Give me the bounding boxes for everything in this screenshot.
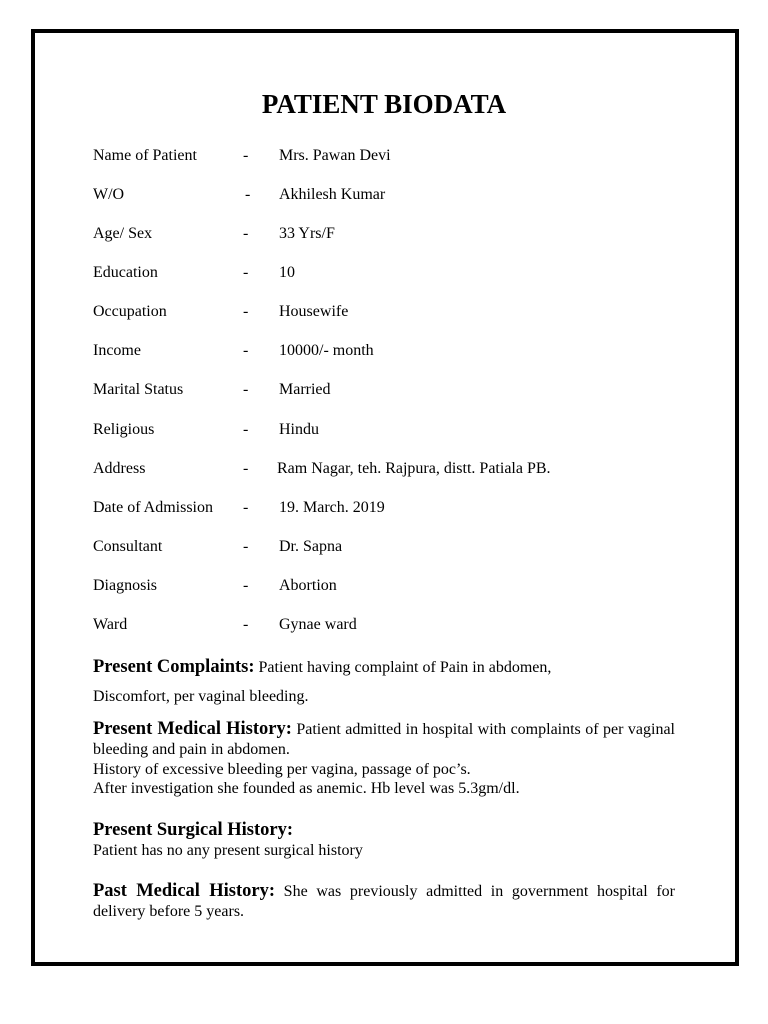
field-separator: - [243, 499, 249, 516]
field-row-religious [93, 419, 693, 441]
field-separator: - [243, 460, 249, 477]
field-separator: - [243, 538, 249, 555]
field-separator: - [243, 303, 249, 320]
field-value: Married [279, 381, 331, 398]
field-row-occupation [93, 301, 693, 323]
field-row-date-of-admission [93, 497, 693, 519]
field-row-address [93, 458, 693, 480]
past-medical-history-heading: Past Medical History: [93, 881, 275, 901]
field-row-education [93, 262, 693, 284]
present-complaints-line1 [93, 655, 675, 680]
present-medical-history-section [93, 719, 675, 798]
field-separator: - [245, 186, 251, 203]
field-row-ward [93, 614, 693, 636]
present-medical-history-line3: After investigation she founded as anemic. Hb level was 5.3gm/dl. [93, 780, 520, 797]
field-row-wife-of [93, 184, 693, 206]
field-row-income [93, 340, 693, 362]
present-surgical-history-text: Patient has no any present surgical history [93, 842, 363, 859]
field-label: Address [93, 460, 146, 477]
field-separator: - [243, 381, 249, 398]
field-label: W/O [93, 186, 125, 203]
field-label: Income [93, 342, 141, 359]
present-medical-history-text: Patient admitted in hospital with complaints of per vaginal bleeding and pain in abdomen. [93, 721, 675, 758]
field-value: Mrs. Pawan Devi [279, 147, 391, 164]
present-complaints-heading: Present Complaints: [93, 657, 255, 677]
present-medical-history-paragraph [93, 719, 675, 760]
field-value: Housewife [279, 303, 349, 320]
field-label: Marital Status [93, 381, 184, 398]
present-medical-history-line2: History of excessive bleeding per vagina, passage of poc’s. [93, 761, 471, 778]
field-value: 19. March. 2019 [279, 499, 385, 516]
field-value: Ram Nagar, teh. Rajpura, distt. Patiala PB. [277, 460, 551, 477]
past-medical-history-section [93, 881, 675, 922]
present-surgical-history-section [93, 819, 675, 861]
field-label: Education [93, 264, 158, 281]
field-value: Akhilesh Kumar [279, 186, 386, 203]
field-separator: - [243, 342, 249, 359]
past-medical-history-text: She was previously admitted in government hospital for delivery before 5 years. [93, 883, 676, 920]
field-row-age-sex [93, 223, 693, 245]
field-value: 10 [279, 264, 295, 281]
page-title: PATIENT BIODATA [261, 89, 507, 119]
field-label: Religious [93, 421, 155, 438]
past-medical-history-paragraph [93, 881, 675, 922]
field-separator: - [243, 264, 249, 281]
field-separator: - [243, 421, 249, 438]
field-separator: - [243, 147, 249, 164]
field-row-diagnosis [93, 575, 693, 597]
field-value: 10000/- month [279, 342, 374, 359]
field-label: Age/ Sex [93, 225, 153, 242]
field-row-name-of-patient [93, 145, 693, 167]
present-medical-history-heading: Present Medical History: [93, 719, 292, 739]
present-complaints-line2: Discomfort, per vaginal bleeding. [93, 688, 309, 705]
field-value: Dr. Sapna [279, 538, 343, 555]
field-separator: - [243, 616, 249, 633]
field-value: Hindu [279, 421, 319, 438]
field-value: 33 Yrs/F [279, 225, 335, 242]
present-surgical-history-heading: Present Surgical History: [93, 820, 294, 840]
field-label: Date of Admission [93, 499, 213, 516]
field-label: Consultant [93, 538, 163, 555]
field-separator: - [243, 577, 249, 594]
field-label: Occupation [93, 303, 167, 320]
field-separator: - [243, 225, 249, 242]
present-complaints-section [93, 655, 675, 707]
field-row-marital-status [93, 379, 693, 401]
field-label: Ward [93, 616, 128, 633]
present-complaints-text: Patient having complaint of Pain in abdomen, [258, 659, 552, 676]
field-value: Gynae ward [279, 616, 357, 633]
field-label: Diagnosis [93, 577, 157, 594]
field-value: Abortion [279, 577, 337, 594]
field-label: Name of Patient [93, 147, 197, 164]
field-row-consultant [93, 536, 693, 558]
